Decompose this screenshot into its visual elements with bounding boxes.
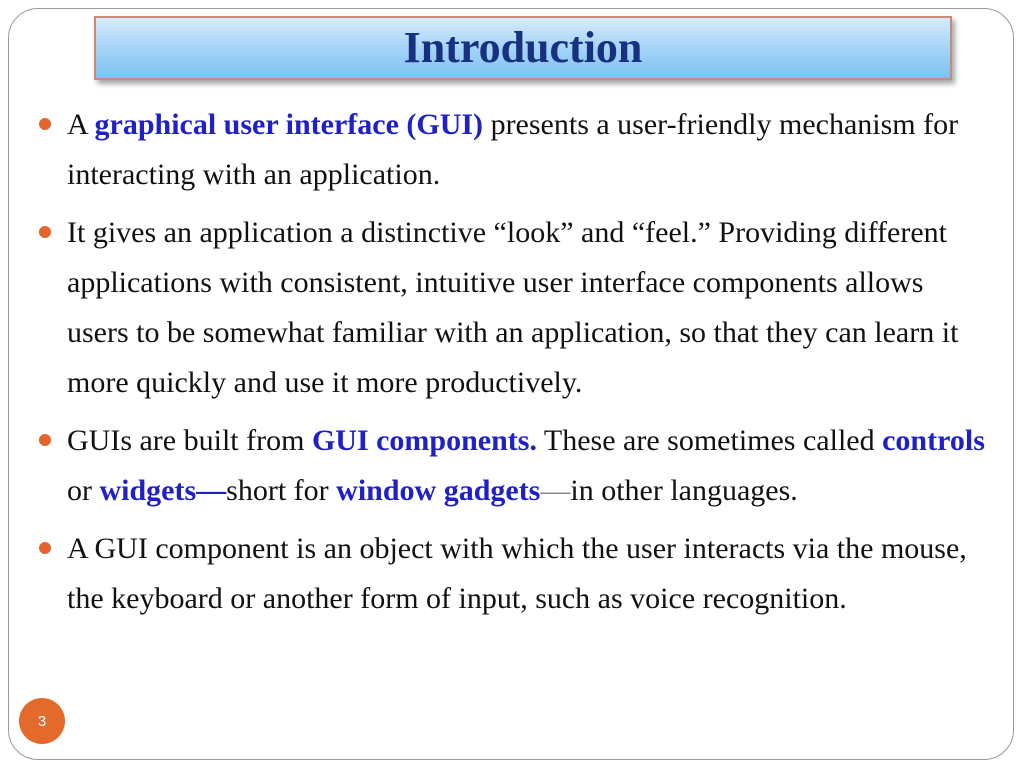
bullet-item-2 [36,208,986,408]
slide-content [36,100,986,632]
bullet-item-1 [36,100,986,200]
term-gui: graphical user interface (GUI) [94,108,484,141]
bullet-item-4 [36,524,986,624]
bullet-3-text-a: GUIs are built from [67,424,312,457]
bullet-3-text-d: short for [226,474,337,507]
bullet-icon [39,542,51,554]
bullet-4-text: A GUI component is an object with which the user interacts via the mouse, the keyboard or another form of input, such as voice recognition. [67,532,967,615]
term-window-gadgets: window gadgets [336,474,541,507]
bullet-item-3 [36,416,986,516]
term-gui-components: GUI components. [311,424,537,457]
slide-title: Introduction [403,23,643,72]
bullet-1-text-a: A [67,108,95,141]
term-widgets: widgets— [99,474,227,507]
bullet-icon [39,434,51,446]
title-box [94,16,952,80]
page-number: 3 [37,712,47,730]
bullet-3-text-e: in other languages. [570,474,798,507]
bullet-icon [39,118,51,130]
em-dash: — [540,474,571,507]
page-number-badge [19,698,65,744]
bullet-3-text-c: or [67,474,100,507]
bullet-2-text: It gives an application a distinctive “look” and “feel.” Providing different applications with consistent, intuitive user interface components allows users to be somewhat familiar with an application, so that they can learn it more quickly and use it more productively. [67,216,959,399]
term-controls: controls [882,424,985,457]
bullet-3-text-b: These are sometimes called [536,424,883,457]
bullet-icon [39,226,51,238]
bullet-1-text-b: presents a user-friendly mechanism for interacting with an application. [67,108,959,191]
